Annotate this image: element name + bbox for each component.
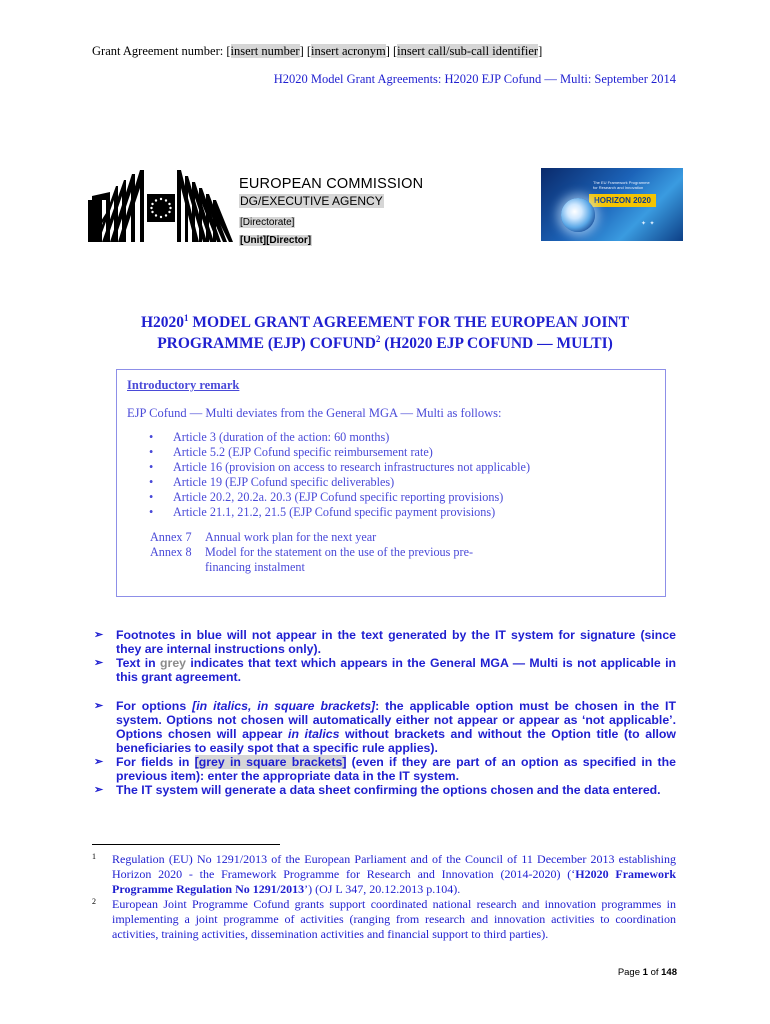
agency-name: DG/EXECUTIVE AGENCY <box>240 194 383 208</box>
instruction-item: ➢ For fields in [grey in square brackets] (even if they are part of an option as specified in the previous item): enter the appropriate data in the IT system. <box>92 755 676 783</box>
footnote-ref-1[interactable]: 1 <box>184 313 189 323</box>
list-item: • Article 5.2 (EJP Cofund specific reimbursement rate) <box>149 445 530 460</box>
instruction-item: ➢ Text in grey indicates that text which appears in the General MGA — Multi is not applicable in this grant agreement. <box>92 656 676 684</box>
page-number: Page 1 of 148 <box>617 967 677 978</box>
horizon-2020-image <box>541 168 683 241</box>
instruction-item: ➢ For options [in italics, in square brackets]: the applicable option must be chosen in the IT system. Options not chosen will automatically either not appear or appear as ‘not applicable’. Options chosen will appear in italics without brackets and without the Option title (to allow beneficiaries to easily spot that a specific rule applies). <box>92 699 676 755</box>
grey-text-sample: grey <box>160 656 187 670</box>
annex-label: Annex 7 <box>150 530 192 544</box>
instruction-item: ➢ The IT system will generate a data sheet confirming the options chosen and the data entered. <box>92 783 676 797</box>
list-item: • Article 21.1, 21.2, 21.5 (EJP Cofund specific payment provisions) <box>149 505 530 520</box>
annex-desc: Model for the statement on the use of the previous pre-financing instalment <box>205 545 474 574</box>
footnote-separator <box>92 844 280 845</box>
header-prefix: Grant Agreement number: [ <box>92 44 231 58</box>
intro-heading: Introductory remark <box>127 378 240 392</box>
horizon-2020-badge: HORIZON 2020 <box>589 194 656 207</box>
footnotes <box>92 852 676 942</box>
footnote-ref-2[interactable]: 2 <box>375 334 381 344</box>
stars-icon: ✦ ✦ <box>641 221 656 227</box>
grey-bracket-sample: [grey in square brackets] <box>194 755 347 769</box>
instruction-list <box>92 628 676 797</box>
globe-icon <box>561 198 595 232</box>
insert-call-placeholder: insert call/sub-call identifier <box>397 44 539 58</box>
intro-text: EJP Cofund — Multi deviates from the General MGA — Multi as follows: <box>127 406 502 420</box>
deviation-list <box>149 430 530 520</box>
insert-number-placeholder: insert number <box>230 44 300 58</box>
list-item: • Article 20.2, 20.2a. 20.3 (EJP Cofund specific reporting provisions) <box>149 490 530 505</box>
annex-desc: Annual work plan for the next year <box>205 530 377 544</box>
annex-list <box>150 530 505 575</box>
unit-placeholder: [Unit][Director] <box>240 235 312 246</box>
introductory-remark-box <box>116 369 666 597</box>
insert-acronym-placeholder: insert acronym <box>311 44 386 58</box>
annex-label: Annex 8 <box>150 545 192 559</box>
footnote-1: 1 Regulation (EU) No 1291/2013 of the European Parliament and of the Council of 11 December 2013 establishing Horizon 2020 - the Framework Programme for Research and Innovation (2014-2020) (‘H2020 Framework Programme Regulation No 1291/2013’) (OJ L 347, 20.12.2013 p.104). <box>92 852 677 896</box>
org-name: EUROPEAN COMMISSION <box>239 176 424 192</box>
european-commission-logo <box>88 170 233 246</box>
document-title: H2020$^1$ MODEL GRANT AGREEMENT FOR THE EUROPEAN JOINT PROGRAMME (EJP) COFUND$^2$ (H2020 EJP COFUND — MULTI) <box>140 313 630 352</box>
model-grant-header: H2020 Model Grant Agreements: H2020 EJP Cofund — Multi: September 2014 <box>273 72 676 86</box>
footnote-2: 2 European Joint Programme Cofund grants support coordinated national research and innovation programmes in implementing a joint programme of activities (ranging from research and innovation activities to coordination activities, training activities, dissemination activities and financial support to third parties). <box>92 897 676 941</box>
grant-agreement-number-line: Grant Agreement number: [insert number] [insert acronym] [insert call/sub-call identifier] <box>92 44 543 58</box>
instruction-item: ➢ Footnotes in blue will not appear in the text generated by the IT system for signature (since they are internal instructions only). <box>92 628 676 656</box>
ec-text-block <box>239 176 423 248</box>
list-item: • Article 16 (provision on access to research infrastructures not applicable) <box>149 460 530 475</box>
horizon-2020-tagline: The EU Framework Programme for Research and Innovation <box>593 180 650 190</box>
annex-row <box>150 545 505 575</box>
list-item: • Article 3 (duration of the action: 60 months) <box>149 430 530 445</box>
annex-row <box>150 530 505 545</box>
directorate-placeholder: [Directorate] <box>240 217 295 228</box>
list-item: • Article 19 (EJP Cofund specific deliverables) <box>149 475 530 490</box>
